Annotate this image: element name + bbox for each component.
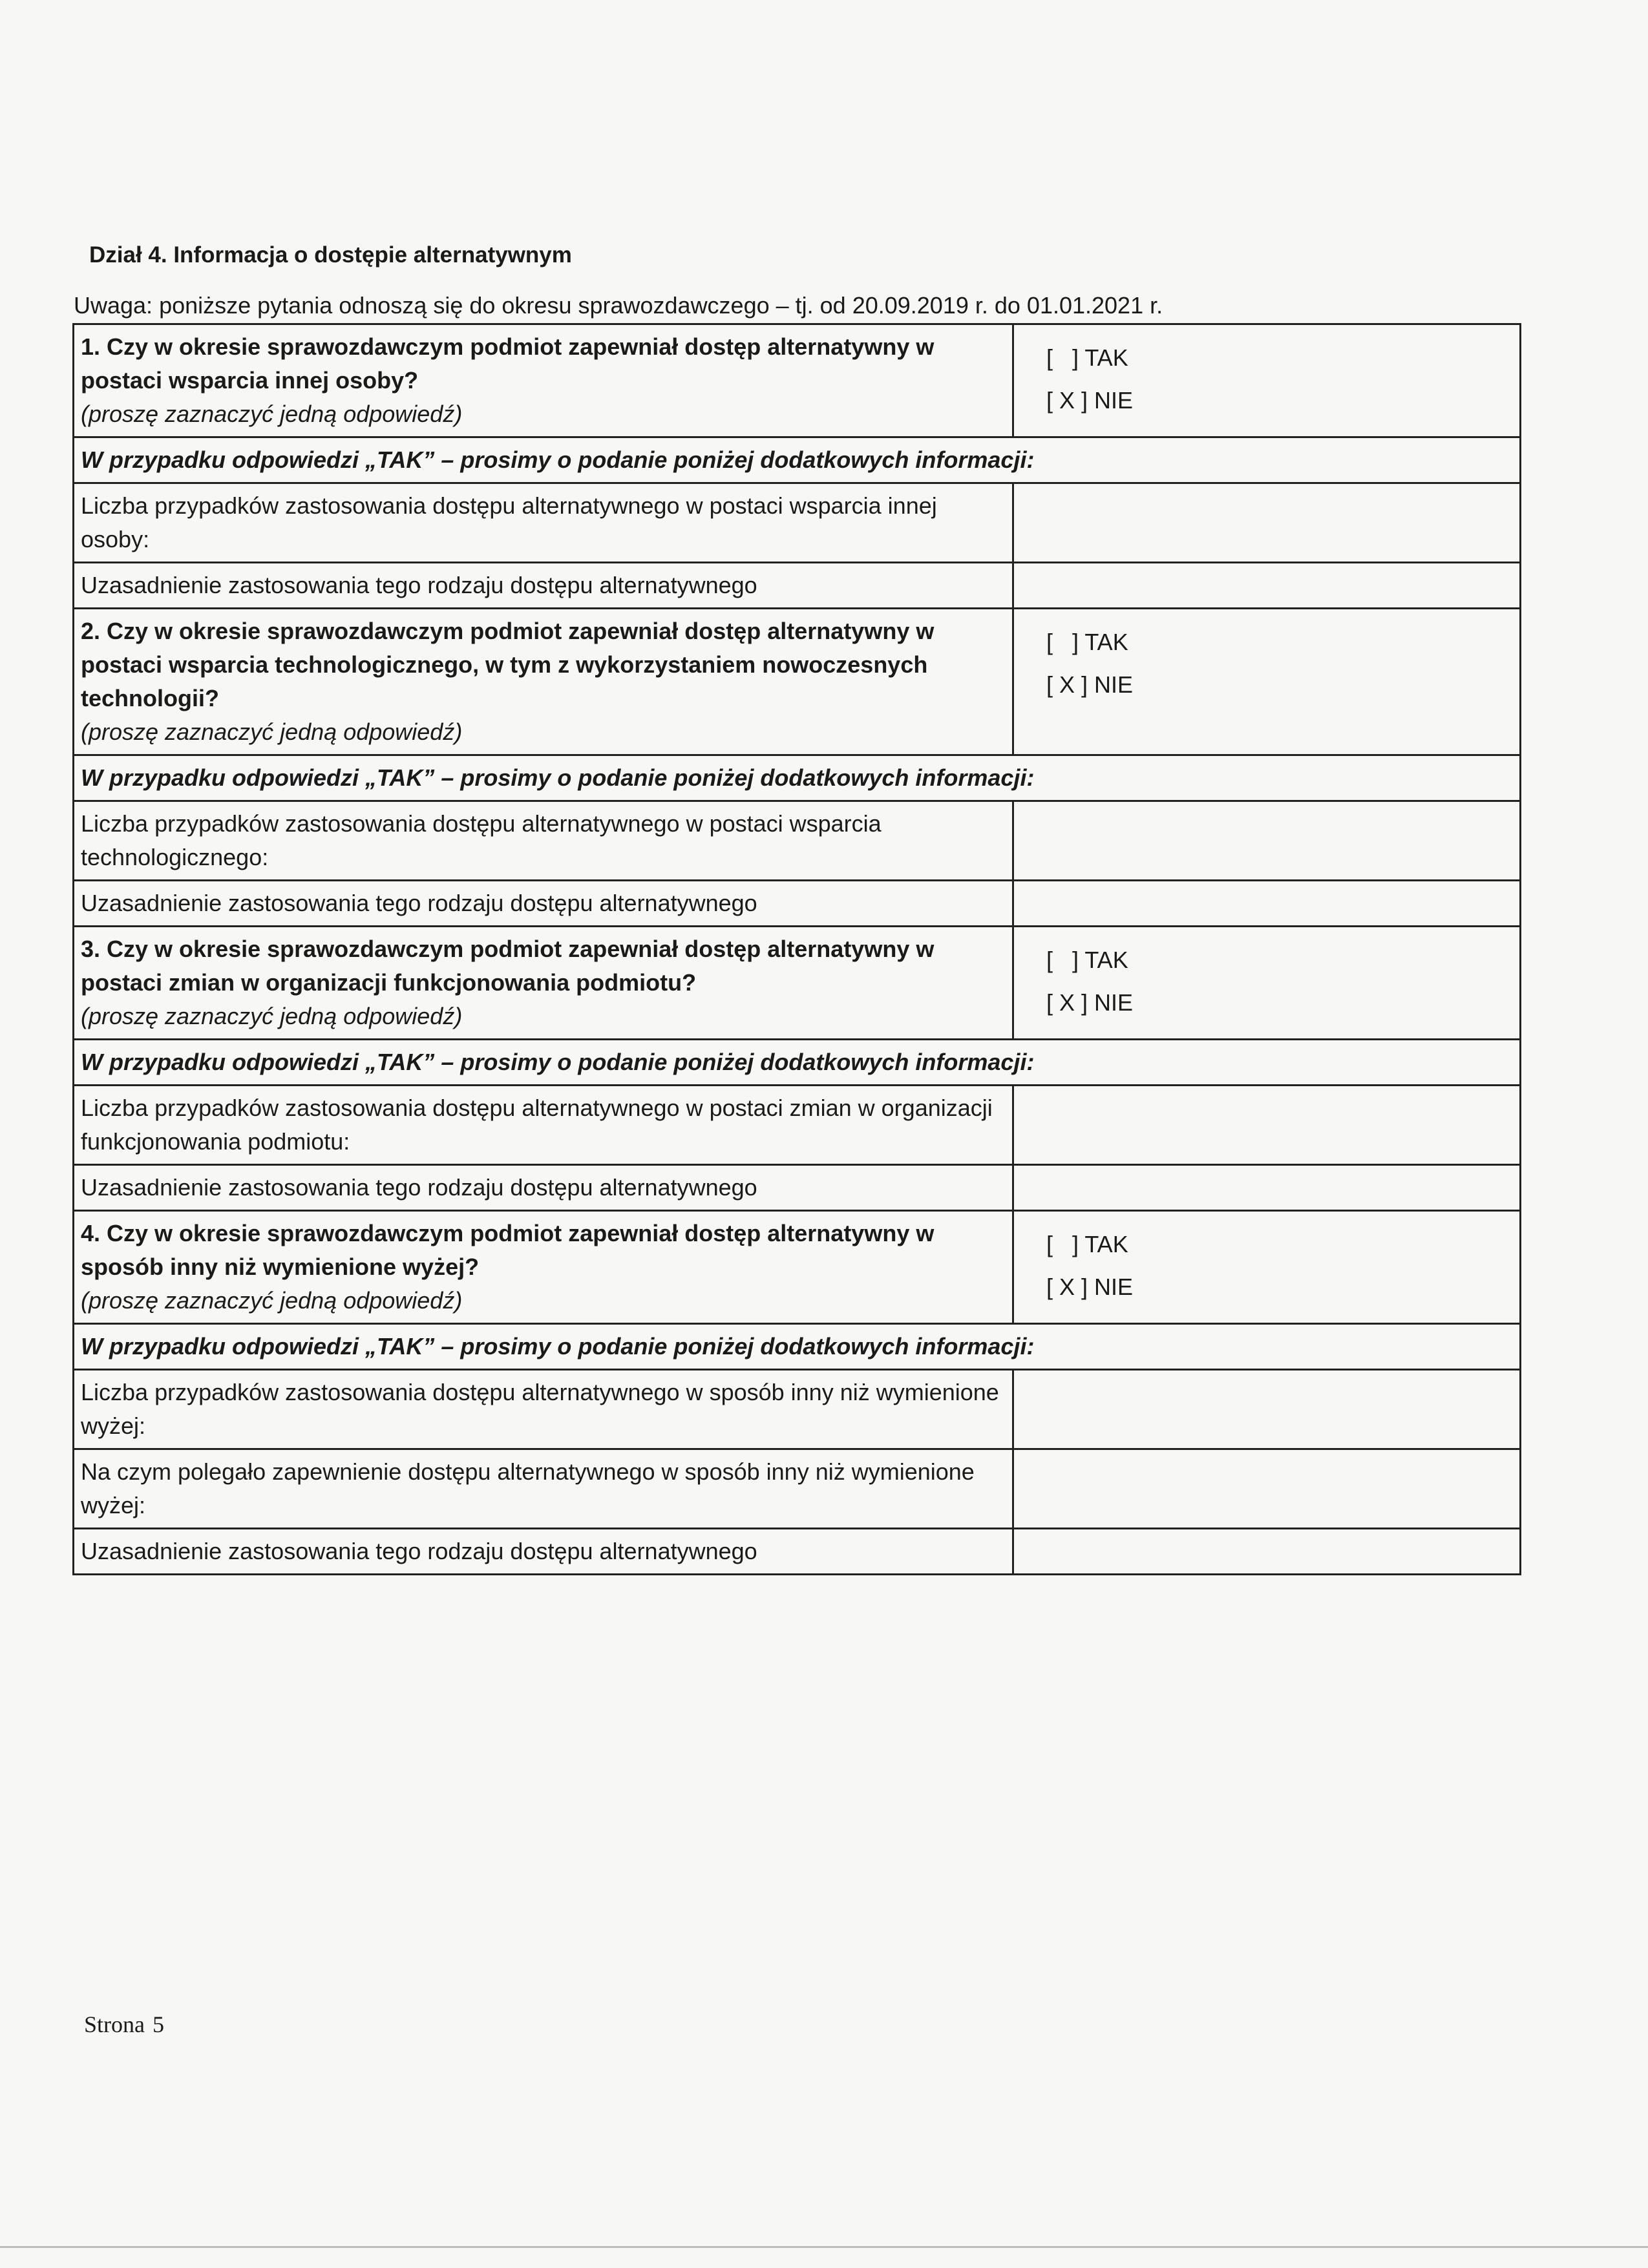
- answer-options: [1013, 609, 1521, 755]
- info-header-row: [74, 1324, 1521, 1370]
- field-row: [74, 1529, 1521, 1575]
- field-label: Uzasadnienie zastosowania tego rodzaju dostępu alternatywnego: [74, 563, 1013, 609]
- field-label: Na czym polegało zapewnienie dostępu alternatywnego w sposób inny niż wymienione wyżej:: [74, 1449, 1013, 1529]
- field-label: Uzasadnienie zastosowania tego rodzaju dostępu alternatywnego: [74, 881, 1013, 927]
- question-cell: [74, 324, 1013, 437]
- field-value-input[interactable]: [1013, 881, 1521, 927]
- field-label: Liczba przypadków zastosowania dostępu alternatywnego w postaci wsparcia technologicznego:: [74, 801, 1013, 881]
- question-text: 1. Czy w okresie sprawozdawczym podmiot zapewniał dostęp alternatywny w postaci wsparcia innej osoby?: [81, 333, 935, 394]
- scan-edge-divider: [0, 2246, 1648, 2248]
- field-row: [74, 1449, 1521, 1529]
- question-row: [74, 324, 1521, 437]
- question-cell: [74, 609, 1013, 755]
- option-nie-checkbox[interactable]: [ X ] NIE: [1046, 387, 1134, 414]
- field-value-input[interactable]: [1013, 1529, 1521, 1575]
- field-label: Uzasadnienie zastosowania tego rodzaju dostępu alternatywnego: [74, 1529, 1013, 1575]
- field-row: [74, 881, 1521, 927]
- option-nie-checkbox[interactable]: [ X ] NIE: [1046, 1274, 1134, 1300]
- field-label: Liczba przypadków zastosowania dostępu alternatywnego w sposób inny niż wymienione wyżej:: [74, 1370, 1013, 1449]
- question-row: [74, 927, 1521, 1040]
- reporting-period-note: Uwaga: poniższe pytania odnoszą się do okresu sprawozdawczego – tj. od 20.09.2019 r. do 01.01.2021 r.: [74, 292, 1163, 319]
- field-value-input[interactable]: [1013, 1449, 1521, 1529]
- field-label: Uzasadnienie zastosowania tego rodzaju dostępu alternatywnego: [74, 1165, 1013, 1211]
- field-label: Liczba przypadków zastosowania dostępu alternatywnego w postaci wsparcia innej osoby:: [74, 483, 1013, 563]
- page-number: 5: [153, 2011, 164, 2037]
- question-hint: (proszę zaznaczyć jedną odpowiedź): [81, 401, 463, 427]
- question-cell: [74, 927, 1013, 1040]
- page-label: Strona: [84, 2011, 145, 2037]
- option-tak-checkbox[interactable]: [ ] TAK: [1046, 629, 1128, 655]
- field-label: Liczba przypadków zastosowania dostępu alternatywnego w postaci zmian w organizacji funkcjonowania podmiotu:: [74, 1086, 1013, 1165]
- field-row: [74, 1086, 1521, 1165]
- info-header-row: [74, 755, 1521, 801]
- question-text: 2. Czy w okresie sprawozdawczym podmiot zapewniał dostęp alternatywny w postaci wsparcia technologicznego, w tym z wykorzystaniem nowoczesnych technologii?: [81, 618, 935, 711]
- question-text: 4. Czy w okresie sprawozdawczym podmiot zapewniał dostęp alternatywny w sposób inny niż wymienione wyżej?: [81, 1220, 935, 1280]
- field-value-input[interactable]: [1013, 1086, 1521, 1165]
- answer-options: [1013, 1211, 1521, 1324]
- info-header: W przypadku odpowiedzi „TAK” – prosimy o podanie poniżej dodatkowych informacji:: [74, 1324, 1521, 1370]
- answer-options: [1013, 324, 1521, 437]
- field-row: [74, 1370, 1521, 1449]
- option-tak-checkbox[interactable]: [ ] TAK: [1046, 1231, 1128, 1257]
- option-nie-checkbox[interactable]: [ X ] NIE: [1046, 989, 1134, 1016]
- question-hint: (proszę zaznaczyć jedną odpowiedź): [81, 1287, 463, 1314]
- field-value-input[interactable]: [1013, 1370, 1521, 1449]
- field-value-input[interactable]: [1013, 801, 1521, 881]
- info-header-row: [74, 1040, 1521, 1086]
- question-row: [74, 1211, 1521, 1324]
- question-cell: [74, 1211, 1013, 1324]
- info-header: W przypadku odpowiedzi „TAK” – prosimy o podanie poniżej dodatkowych informacji:: [74, 437, 1521, 483]
- info-header: W przypadku odpowiedzi „TAK” – prosimy o podanie poniżej dodatkowych informacji:: [74, 1040, 1521, 1086]
- question-hint: (proszę zaznaczyć jedną odpowiedź): [81, 1003, 463, 1029]
- field-value-input[interactable]: [1013, 483, 1521, 563]
- answer-options: [1013, 927, 1521, 1040]
- option-tak-checkbox[interactable]: [ ] TAK: [1046, 947, 1128, 973]
- field-value-input[interactable]: [1013, 563, 1521, 609]
- field-row: [74, 1165, 1521, 1211]
- page-footer: [84, 2011, 164, 2038]
- alternative-access-form: [72, 323, 1521, 1575]
- question-text: 3. Czy w okresie sprawozdawczym podmiot zapewniał dostęp alternatywny w postaci zmian w organizacji funkcjonowania podmiotu?: [81, 936, 935, 996]
- question-row: [74, 609, 1521, 755]
- field-row: [74, 483, 1521, 563]
- option-tak-checkbox[interactable]: [ ] TAK: [1046, 344, 1128, 371]
- field-row: [74, 563, 1521, 609]
- field-value-input[interactable]: [1013, 1165, 1521, 1211]
- section-title: Dział 4. Informacja o dostępie alternatywnym: [89, 242, 572, 268]
- info-header: W przypadku odpowiedzi „TAK” – prosimy o podanie poniżej dodatkowych informacji:: [74, 755, 1521, 801]
- field-row: [74, 801, 1521, 881]
- option-nie-checkbox[interactable]: [ X ] NIE: [1046, 671, 1134, 698]
- question-hint: (proszę zaznaczyć jedną odpowiedź): [81, 719, 463, 745]
- info-header-row: [74, 437, 1521, 483]
